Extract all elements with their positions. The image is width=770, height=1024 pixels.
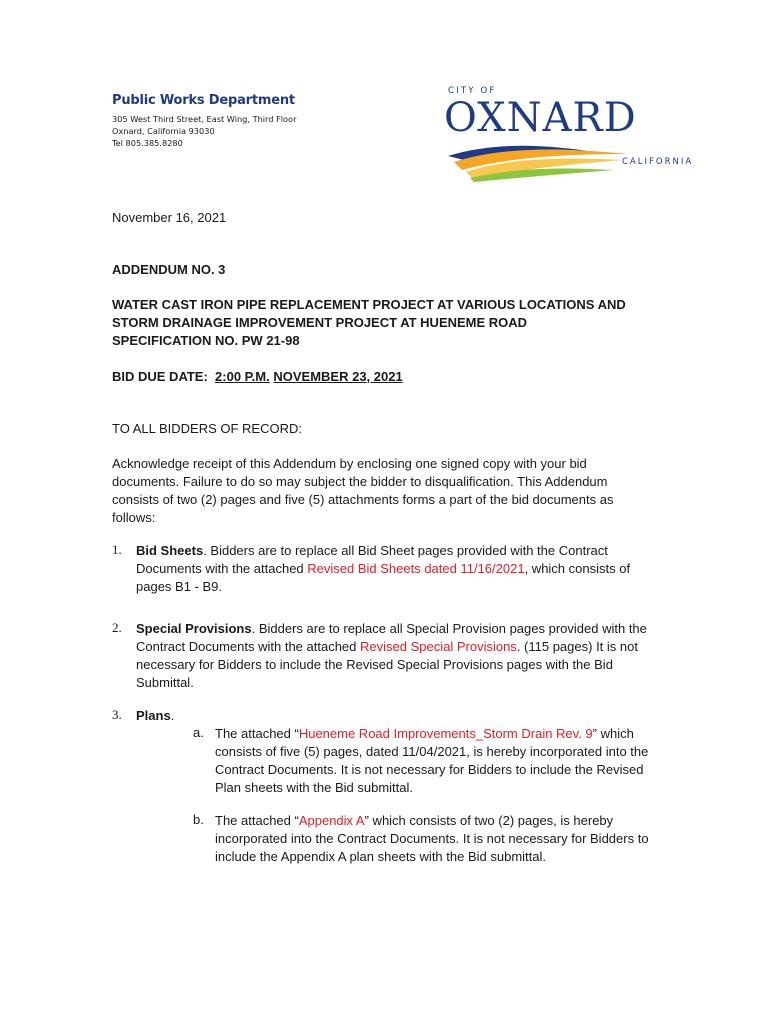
item-3-number: 3. [112,707,122,722]
subitem-b-line-1: The attached “ [215,813,299,828]
logo-swoosh-icon [444,140,634,182]
intro-line-1: Acknowledge receipt of this Addendum by enclosing one signed copy with your bid [112,456,587,471]
item-1-title: Bid Sheets [136,543,204,558]
city-logo [444,82,694,182]
letter-date: November 16, 2021 [112,210,227,225]
subitem-b-line-3: include the Appendix A plan sheets with the Bid submittal. [215,849,546,864]
subitem-b-line-2: incorporated into the Contract Documents. It is not necessary for Bidders to [215,831,649,846]
department-name: Public Works Department [112,93,295,108]
item-2-number: 2. [112,620,122,635]
address-line-2: Oxnard, California 93030 [112,126,215,136]
subitem-a-line-4: Plan sheets with the Bid submittal. [215,780,413,795]
subitem-b [215,812,695,866]
salutation: TO ALL BIDDERS OF RECORD: [112,421,302,436]
subitem-a-line-2: consists of five (5) pages, dated 11/04/2021, is hereby incorporated into the [215,744,649,759]
phone-line: Tel 805.385.8280 [112,138,183,148]
item-2 [136,620,696,692]
item-1-number: 1. [112,542,122,557]
item-2-title: Special Provisions [136,621,252,636]
hueneme-road-plans-link[interactable]: Hueneme Road Improvements_Storm Drain Rev. 9 [298,726,593,741]
subitem-b-line-1-end: ” which consists of two (2) pages, is hereby [364,813,614,828]
revised-bid-sheets-link[interactable]: Revised Bid Sheets dated 11/16/2021 [307,561,525,576]
bid-due-time: 2:00 P.M. [215,369,270,384]
item-2-line-1: . Bidders are to replace all Special Provision pages provided with the [251,621,647,636]
subitem-b-letter: b. [193,812,204,827]
subitem-a-letter: a. [193,725,204,740]
item-2-line-2-end: . (115 pages) It is not [516,639,638,654]
item-3 [136,707,696,725]
item-1-line-2: Documents with the attached [136,561,308,576]
logo-city-of: CITY OF [448,86,497,96]
item-1-line-3: pages B1 - B9. [136,579,222,594]
specification-number: SPECIFICATION NO. PW 21-98 [112,333,300,348]
revised-special-provisions-link[interactable]: Revised Special Provisions [360,639,517,654]
item-1-line-2-end: , which consists of [524,561,631,576]
intro-line-2: documents. Failure to do so may subject the bidder to disqualification. This Addendum [112,474,608,489]
intro-line-3: consists of two (2) pages and five (5) attachments forms a part of the bid documents as [112,492,614,507]
item-1 [136,542,696,596]
item-3-title: Plans [136,708,171,723]
logo-city-name: OXNARD [444,95,637,141]
item-2-line-2: Contract Documents with the attached [136,639,361,654]
item-2-line-4: Submittal. [136,675,194,690]
project-title-line-2: STORM DRAINAGE IMPROVEMENT PROJECT AT HUENEME ROAD [112,315,528,330]
addendum-number: ADDENDUM NO. 3 [112,262,226,277]
logo-state: CALIFORNIA [622,157,694,167]
item-3-title-suffix: . [170,708,175,723]
subitem-a-line-1: The attached “ [215,726,299,741]
subitem-a-line-3: Contract Documents. It is not necessary for Bidders to include the Revised [215,762,644,777]
bid-due-day: NOVEMBER 23, 2021 [273,369,403,384]
item-2-line-3: necessary for Bidders to include the Revised Special Provisions pages with the Bid [136,657,613,672]
subitem-a [215,725,695,797]
project-title-line-1: WATER CAST IRON PIPE REPLACEMENT PROJECT AT VARIOUS LOCATIONS AND [112,297,626,312]
appendix-a-link[interactable]: Appendix A [298,813,365,828]
address-line-1: 305 West Third Street, East Wing, Third Floor [112,114,297,124]
item-1-line-1: . Bidders are to replace all Bid Sheet pages provided with the Contract [203,543,608,558]
bid-due-date [112,368,403,386]
department-header [112,93,296,149]
department-address [112,113,296,149]
bid-due-label: BID DUE DATE: [112,369,208,384]
intro-line-4: follows: [112,510,156,525]
subitem-a-line-1-end: ” which [592,726,634,741]
